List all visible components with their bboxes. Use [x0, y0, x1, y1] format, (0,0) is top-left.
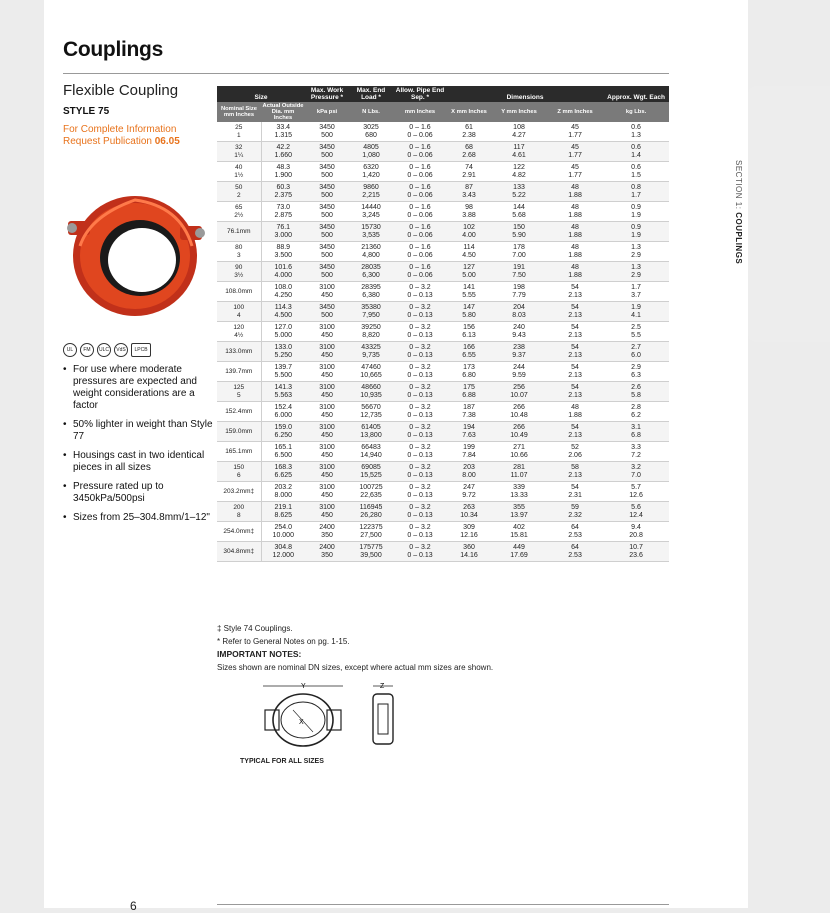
table-row: [217, 422, 669, 442]
table-cell: 33.4 1.315: [261, 122, 305, 142]
table-cell: 69085 15,525: [349, 462, 393, 482]
table-cell: 133 5.22: [491, 182, 547, 202]
subheader-n: N Lbs.: [349, 102, 393, 122]
table-cell: 3100 450: [305, 282, 349, 302]
table-cell: 54 2.13: [547, 382, 603, 402]
table-cell: 304.8 12.000: [261, 542, 305, 562]
table-cell: 165.1 6.500: [261, 442, 305, 462]
cell-size: 80 3: [217, 242, 261, 262]
table-cell: 187 7.38: [447, 402, 491, 422]
table-cell: 108 4.27: [491, 122, 547, 142]
table-row: [217, 362, 669, 382]
table-row: [217, 542, 669, 562]
table-row: [217, 182, 669, 202]
footnote-style74: ‡ Style 74 Couplings.: [217, 624, 293, 633]
table-cell: 2400 350: [305, 522, 349, 542]
header-dimensions: Dimensions: [447, 86, 603, 102]
table-row: [217, 242, 669, 262]
table-cell: 0 – 3.2 0 – 0.13: [393, 522, 447, 542]
table-cell: 3100 450: [305, 362, 349, 382]
table-cell: 3100 450: [305, 382, 349, 402]
certification-marks: [63, 343, 151, 357]
table-cell: 266 10.49: [491, 422, 547, 442]
page-title: Couplings: [63, 38, 163, 61]
table-cell: 3.2 7.0: [603, 462, 669, 482]
table-cell: 61405 13,800: [349, 422, 393, 442]
fm-mark: FM: [80, 343, 94, 357]
table-cell: 204 8.03: [491, 302, 547, 322]
table-cell: 263 10.34: [447, 502, 491, 522]
coupling-product-image: [60, 186, 210, 326]
cell-size: 50 2: [217, 182, 261, 202]
table-cell: 0.9 1.9: [603, 202, 669, 222]
ul-mark: UL: [63, 343, 77, 357]
table-row: [217, 322, 669, 342]
table-cell: 0 – 1.6 0 – 0.06: [393, 122, 447, 142]
page-number: 6: [130, 899, 137, 913]
table-cell: 0 – 3.2 0 – 0.13: [393, 282, 447, 302]
table-cell: 256 10.07: [491, 382, 547, 402]
table-cell: 178 7.00: [491, 242, 547, 262]
section-label: SECTION 1: COUPLINGS: [734, 160, 743, 265]
table-cell: 14440 3,245: [349, 202, 393, 222]
table-cell: 0 – 3.2 0 – 0.13: [393, 502, 447, 522]
table-cell: 101.6 4.000: [261, 262, 305, 282]
table-cell: 281 11.07: [491, 462, 547, 482]
table-cell: 48660 10,935: [349, 382, 393, 402]
table-cell: 98 3.88: [447, 202, 491, 222]
table-cell: 15730 3,535: [349, 222, 393, 242]
section-tab: [748, 86, 830, 342]
table-cell: 199 7.84: [447, 442, 491, 462]
feature-item: • Housings cast in two identical pieces in all sizes: [63, 450, 213, 474]
label-z: Z: [380, 683, 385, 690]
table-row: [217, 122, 669, 142]
lpcb-mark: LPCB: [131, 343, 151, 357]
table-cell: 0 – 3.2 0 – 0.13: [393, 422, 447, 442]
table-cell: 1.3 2.9: [603, 262, 669, 282]
table-cell: 3450 500: [305, 142, 349, 162]
table-cell: 0.8 1.7: [603, 182, 669, 202]
table-cell: 54 2.13: [547, 302, 603, 322]
table-cell: 35380 7,950: [349, 302, 393, 322]
table-cell: 3100 450: [305, 422, 349, 442]
important-notes-text: Sizes shown are nominal DN sizes, except where actual mm sizes are shown.: [217, 663, 494, 672]
table-cell: 3.1 6.8: [603, 422, 669, 442]
table-row: [217, 442, 669, 462]
table-cell: 168.3 6.625: [261, 462, 305, 482]
table-cell: 28035 6,300: [349, 262, 393, 282]
table-cell: 0 – 3.2 0 – 0.13: [393, 542, 447, 562]
table-cell: 244 9.59: [491, 362, 547, 382]
table-cell: 141.3 5.563: [261, 382, 305, 402]
table-cell: 203.2 8.000: [261, 482, 305, 502]
table-cell: 144 5.68: [491, 202, 547, 222]
subheader-kpa: kPa psi: [305, 102, 349, 122]
table-cell: 203 8.00: [447, 462, 491, 482]
table-cell: 3450 500: [305, 122, 349, 142]
table-cell: 21360 4,800: [349, 242, 393, 262]
table-cell: 39250 8,820: [349, 322, 393, 342]
table-cell: 68 2.68: [447, 142, 491, 162]
table-cell: 1.9 4.1: [603, 302, 669, 322]
subheader-nominal: Nominal Size mm Inches: [217, 102, 261, 122]
table-cell: 117 4.61: [491, 142, 547, 162]
table-cell: 0 – 3.2 0 – 0.13: [393, 302, 447, 322]
table-cell: 0 – 3.2 0 – 0.13: [393, 342, 447, 362]
feature-item: • Pressure rated up to 3450kPa/500psi: [63, 481, 213, 505]
table-cell: 5.6 12.4: [603, 502, 669, 522]
table-row: [217, 282, 669, 302]
header-weight: Approx. Wgt. Each: [603, 86, 669, 102]
table-row: [217, 502, 669, 522]
table-cell: 3100 450: [305, 342, 349, 362]
table-row: [217, 402, 669, 422]
cell-size: 125 5: [217, 382, 261, 402]
table-cell: 152.4 6.000: [261, 402, 305, 422]
table-cell: 10.7 23.6: [603, 542, 669, 562]
cell-size: 133.0mm: [217, 342, 261, 362]
table-cell: 2.7 6.0: [603, 342, 669, 362]
table-cell: 240 9.43: [491, 322, 547, 342]
table-cell: 0 – 3.2 0 – 0.13: [393, 322, 447, 342]
table-cell: 402 15.81: [491, 522, 547, 542]
table-cell: 150 5.90: [491, 222, 547, 242]
table-cell: 48.3 1.900: [261, 162, 305, 182]
table-cell: 156 6.13: [447, 322, 491, 342]
publication-reference: For Complete Information Request Publication 06.05: [63, 124, 180, 147]
table-cell: 191 7.50: [491, 262, 547, 282]
table-cell: 3.3 7.2: [603, 442, 669, 462]
table-cell: 87 3.43: [447, 182, 491, 202]
table-row: [217, 462, 669, 482]
drawing-caption: TYPICAL FOR ALL SIZES: [240, 758, 324, 765]
table-cell: 3450 500: [305, 182, 349, 202]
header-end-sep: Allow. Pipe End Sep. *: [393, 86, 447, 102]
table-cell: 175 6.88: [447, 382, 491, 402]
cell-size: 32 1¼: [217, 142, 261, 162]
cell-size: 165.1mm: [217, 442, 261, 462]
subheader-x: X mm Inches: [447, 102, 491, 122]
table-cell: 3450 500: [305, 242, 349, 262]
table-cell: 266 10.48: [491, 402, 547, 422]
table-cell: 56670 12,735: [349, 402, 393, 422]
table-cell: 54 2.31: [547, 482, 603, 502]
table-cell: 122 4.82: [491, 162, 547, 182]
table-cell: 66483 14,940: [349, 442, 393, 462]
table-cell: 2.6 5.8: [603, 382, 669, 402]
table-cell: 309 12.16: [447, 522, 491, 542]
table-cell: 48 1.88: [547, 262, 603, 282]
subheader-y: Y mm Inches: [491, 102, 547, 122]
table-cell: 0 – 3.2 0 – 0.13: [393, 382, 447, 402]
table-row: [217, 302, 669, 322]
feature-item: • Sizes from 25–304.8mm/1–12": [63, 512, 213, 524]
footer-divider: [217, 904, 669, 905]
table-cell: 0 – 1.6 0 – 0.06: [393, 182, 447, 202]
table-cell: 60.3 2.375: [261, 182, 305, 202]
table-cell: 198 7.79: [491, 282, 547, 302]
table-cell: 54 2.13: [547, 282, 603, 302]
table-row: [217, 382, 669, 402]
table-cell: 3100 450: [305, 462, 349, 482]
table-cell: 122375 27,500: [349, 522, 393, 542]
feature-list: [63, 364, 213, 531]
table-cell: 1.7 3.7: [603, 282, 669, 302]
dimension-drawing: [215, 680, 405, 752]
table-cell: 48 1.88: [547, 202, 603, 222]
table-cell: 0 – 1.6 0 – 0.06: [393, 202, 447, 222]
table-cell: 48 1.88: [547, 182, 603, 202]
table-cell: 139.7 5.500: [261, 362, 305, 382]
table-cell: 0.6 1.5: [603, 162, 669, 182]
table-row: [217, 262, 669, 282]
table-cell: 360 14.16: [447, 542, 491, 562]
table-cell: 102 4.00: [447, 222, 491, 242]
subheader-sep: mm Inches: [393, 102, 447, 122]
table-cell: 114 4.50: [447, 242, 491, 262]
cell-size: 76.1mm: [217, 222, 261, 242]
table-cell: 355 13.97: [491, 502, 547, 522]
table-row: [217, 202, 669, 222]
table-cell: 3100 450: [305, 402, 349, 422]
subheader-actual: Actual Outside Dia. mm Inches: [262, 103, 304, 121]
table-cell: 6320 1,420: [349, 162, 393, 182]
table-cell: 449 17.69: [491, 542, 547, 562]
table-cell: 1.3 2.9: [603, 242, 669, 262]
cell-size: 254.0mm‡: [217, 522, 261, 542]
table-cell: 47460 10,665: [349, 362, 393, 382]
table-cell: 116945 26,280: [349, 502, 393, 522]
table-cell: 3450 500: [305, 162, 349, 182]
table-cell: 100725 22,635: [349, 482, 393, 502]
table-row: [217, 142, 669, 162]
table-cell: 3100 450: [305, 442, 349, 462]
table-cell: 159.0 6.250: [261, 422, 305, 442]
table-cell: 108.0 4.250: [261, 282, 305, 302]
table-cell: 54 2.13: [547, 322, 603, 342]
title-divider: [63, 73, 669, 74]
table-cell: 127.0 5.000: [261, 322, 305, 342]
table-cell: 127 5.00: [447, 262, 491, 282]
vds-mark: VdS: [114, 343, 128, 357]
table-cell: 64 2.53: [547, 542, 603, 562]
table-cell: 52 2.06: [547, 442, 603, 462]
table-cell: 4805 1,080: [349, 142, 393, 162]
table-cell: 48 1.88: [547, 402, 603, 422]
cell-size: 65 2½: [217, 202, 261, 222]
table-row: [217, 222, 669, 242]
cell-size: 25 1: [217, 122, 261, 142]
table-cell: 238 9.37: [491, 342, 547, 362]
table-cell: 45 1.77: [547, 122, 603, 142]
table-cell: 9.4 20.8: [603, 522, 669, 542]
table-cell: 45 1.77: [547, 142, 603, 162]
table-row: [217, 522, 669, 542]
cell-size: 150 6: [217, 462, 261, 482]
table-cell: 3450 500: [305, 302, 349, 322]
table-cell: 0 – 1.6 0 – 0.06: [393, 142, 447, 162]
table-cell: 64 2.53: [547, 522, 603, 542]
table-row: [217, 482, 669, 502]
cell-size: 120 4½: [217, 322, 261, 342]
table-cell: 0 – 1.6 0 – 0.06: [393, 222, 447, 242]
table-cell: 54 2.13: [547, 342, 603, 362]
table-cell: 141 5.55: [447, 282, 491, 302]
important-notes-heading: IMPORTANT NOTES:: [217, 649, 302, 659]
feature-item: • For use where moderate pressures are expected and weight considerations are a factor: [63, 364, 213, 412]
table-cell: 59 2.32: [547, 502, 603, 522]
cell-size: 304.8mm‡: [217, 542, 261, 562]
table-cell: 114.3 4.500: [261, 302, 305, 322]
footnote-general: * Refer to General Notes on pg. 1-15.: [217, 637, 350, 646]
label-x: X: [299, 719, 304, 726]
subheader-z: Z mm Inches: [547, 102, 603, 122]
feature-item: • 50% lighter in weight than Style 77: [63, 419, 213, 443]
table-cell: 74 2.91: [447, 162, 491, 182]
table-cell: 0.6 1.4: [603, 142, 669, 162]
table-cell: 3450 500: [305, 202, 349, 222]
table-cell: 133.0 5.250: [261, 342, 305, 362]
table-cell: 0 – 1.6 0 – 0.06: [393, 242, 447, 262]
table-cell: 2400 350: [305, 542, 349, 562]
table-cell: 48 1.88: [547, 222, 603, 242]
table-cell: 0 – 1.6 0 – 0.06: [393, 262, 447, 282]
table-cell: 175775 39,500: [349, 542, 393, 562]
table-cell: 339 13.33: [491, 482, 547, 502]
table-cell: 3025 680: [349, 122, 393, 142]
table-cell: 2.5 5.5: [603, 322, 669, 342]
table-cell: 0 – 3.2 0 – 0.13: [393, 442, 447, 462]
table-cell: 194 7.63: [447, 422, 491, 442]
cell-size: 108.0mm: [217, 282, 261, 302]
table-cell: 219.1 8.625: [261, 502, 305, 522]
cell-size: 139.7mm: [217, 362, 261, 382]
table-cell: 58 2.13: [547, 462, 603, 482]
table-cell: 3450 500: [305, 222, 349, 242]
table-cell: 3100 450: [305, 482, 349, 502]
specification-table: [217, 86, 669, 562]
table-row: [217, 162, 669, 182]
cell-size: 100 4: [217, 302, 261, 322]
cell-size: 40 1½: [217, 162, 261, 182]
header-size: Size: [217, 86, 305, 102]
cell-size: 159.0mm: [217, 422, 261, 442]
header-end-load: Max. End Load *: [349, 86, 393, 102]
ulc-mark: ULC: [97, 343, 111, 357]
table-cell: 54 2.13: [547, 422, 603, 442]
table-cell: 271 10.66: [491, 442, 547, 462]
table-cell: 76.1 3.000: [261, 222, 305, 242]
table-cell: 48 1.88: [547, 242, 603, 262]
table-cell: 247 9.72: [447, 482, 491, 502]
table-cell: 88.9 3.500: [261, 242, 305, 262]
table-cell: 45 1.77: [547, 162, 603, 182]
table-cell: 54 2.13: [547, 362, 603, 382]
notes-section: [217, 622, 493, 674]
table-cell: 43325 9,735: [349, 342, 393, 362]
label-y: Y: [301, 683, 306, 690]
table-cell: 0 – 3.2 0 – 0.13: [393, 362, 447, 382]
table-cell: 173 6.80: [447, 362, 491, 382]
table-cell: 0 – 3.2 0 – 0.13: [393, 482, 447, 502]
table-cell: 2.8 6.2: [603, 402, 669, 422]
table-cell: 42.2 1.660: [261, 142, 305, 162]
table-cell: 147 5.80: [447, 302, 491, 322]
header-pressure: Max. Work Pressure *: [305, 86, 349, 102]
table-cell: 3100 450: [305, 322, 349, 342]
product-style: STYLE 75: [63, 106, 110, 117]
cell-size: 200 8: [217, 502, 261, 522]
table-cell: 9860 2,215: [349, 182, 393, 202]
table-cell: 254.0 10.000: [261, 522, 305, 542]
cell-size: 90 3½: [217, 262, 261, 282]
subheader-kg: kg Lbs.: [603, 102, 669, 122]
table-cell: 61 2.38: [447, 122, 491, 142]
table-cell: 2.9 6.3: [603, 362, 669, 382]
table-cell: 5.7 12.6: [603, 482, 669, 502]
table-cell: 0 – 1.6 0 – 0.06: [393, 162, 447, 182]
table-cell: 0 – 3.2 0 – 0.13: [393, 462, 447, 482]
table-cell: 3100 450: [305, 502, 349, 522]
table-cell: 0.6 1.3: [603, 122, 669, 142]
table-cell: 0.9 1.9: [603, 222, 669, 242]
table-cell: 0 – 3.2 0 – 0.13: [393, 402, 447, 422]
cell-size: 203.2mm‡: [217, 482, 261, 502]
table-row: [217, 342, 669, 362]
table-cell: 166 6.55: [447, 342, 491, 362]
table-cell: 28395 6,380: [349, 282, 393, 302]
table-cell: 3450 500: [305, 262, 349, 282]
product-name: Flexible Coupling: [63, 82, 179, 99]
cell-size: 152.4mm: [217, 402, 261, 422]
table-cell: 73.0 2.875: [261, 202, 305, 222]
